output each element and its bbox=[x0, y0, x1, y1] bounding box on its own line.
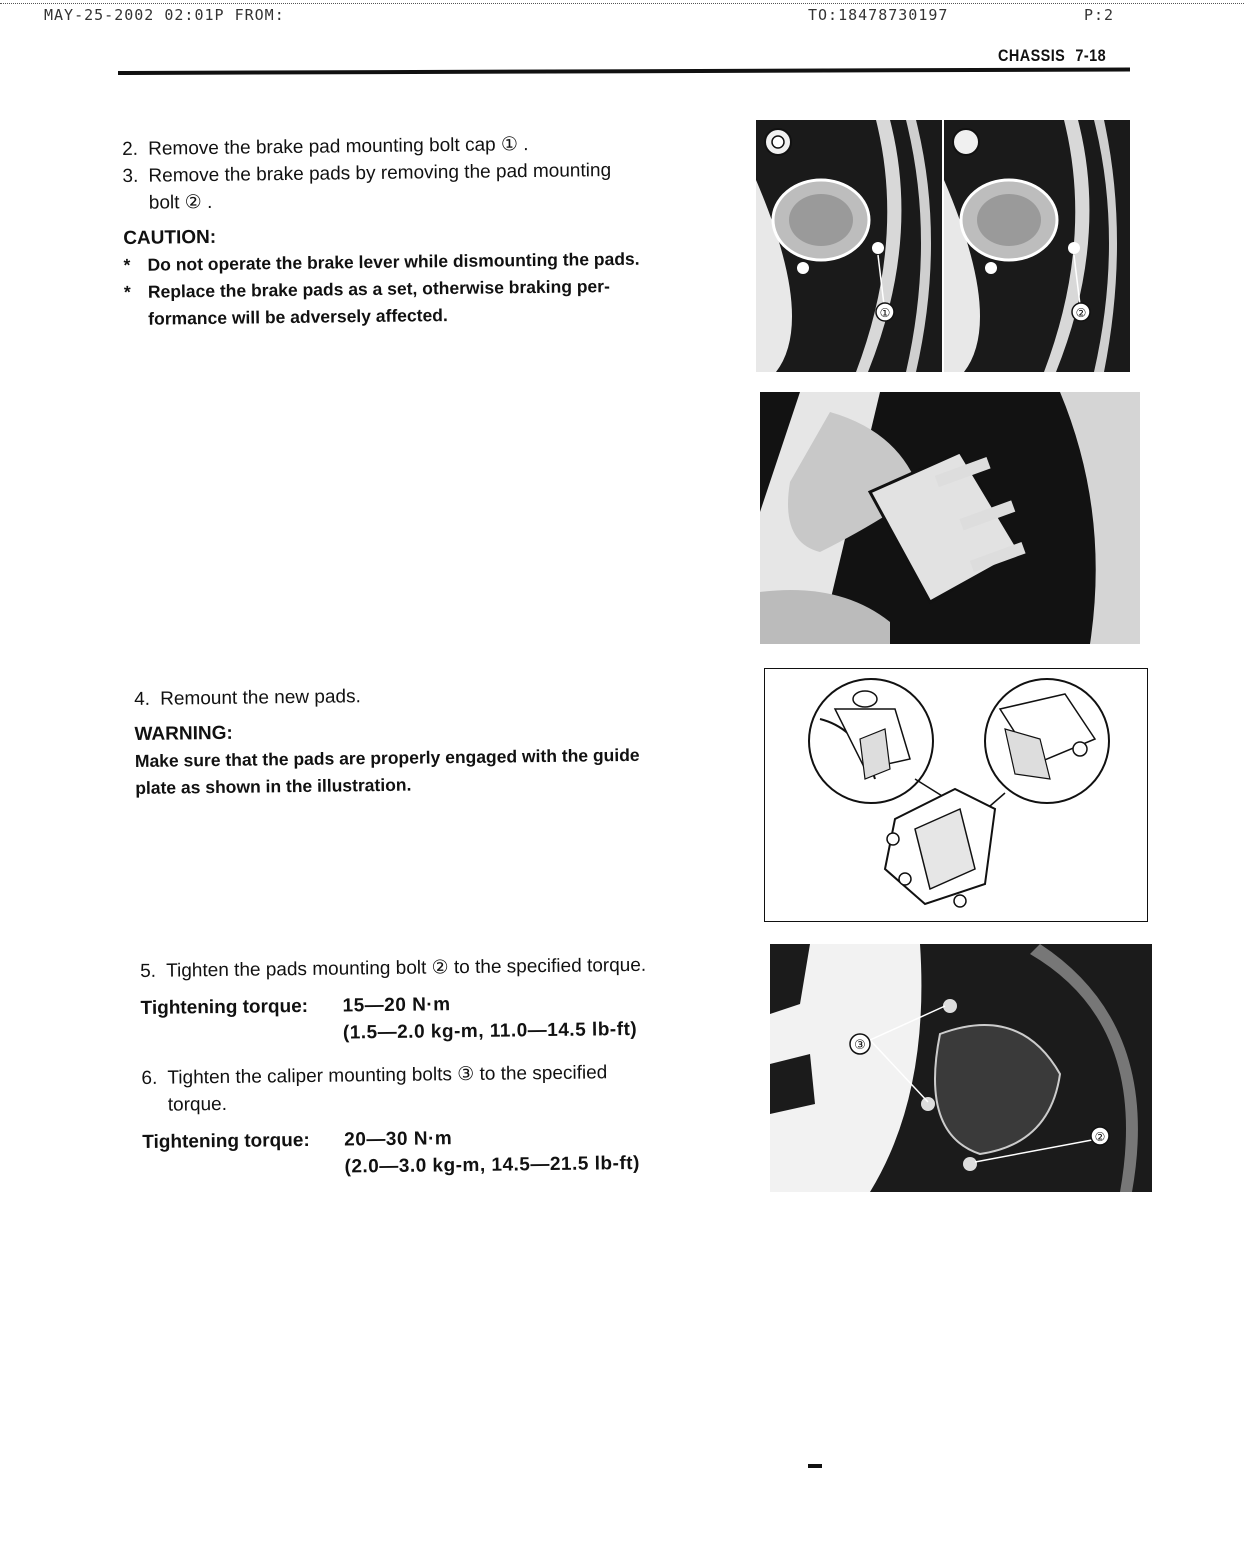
callout-1-label: ① bbox=[879, 306, 891, 320]
section-title: CHASSIS bbox=[998, 46, 1066, 65]
fax-recipient-line: TO:18478730197 bbox=[808, 6, 949, 24]
step-number: 4. bbox=[134, 688, 151, 710]
step-number: 5. bbox=[140, 960, 157, 982]
pad-guide-plate-illustration bbox=[764, 668, 1148, 922]
caution-heading: CAUTION: bbox=[123, 226, 217, 249]
warning-heading: WARNING: bbox=[134, 722, 233, 745]
step-text: Remount the new pads. bbox=[160, 686, 361, 710]
torque-alt-units: (1.5—2.0 kg-m, 11.0—14.5 lb-ft) bbox=[342, 1018, 638, 1044]
step-5 bbox=[140, 951, 750, 985]
section-header bbox=[998, 46, 1106, 66]
fax-sender-line: MAY-25-2002 02:01P FROM: bbox=[44, 6, 285, 24]
callout-2-label: ② bbox=[1094, 1130, 1106, 1144]
warning-text-line1: Make sure that the pads are properly engaged with the guide bbox=[134, 744, 640, 771]
scan-mark bbox=[808, 1464, 822, 1468]
step-4 bbox=[134, 679, 734, 713]
step-text: Tighten the pads mounting bolt ② to the specified torque. bbox=[166, 954, 647, 982]
bullet-star: * bbox=[123, 254, 131, 275]
pad-removal-photo bbox=[760, 392, 1140, 644]
caution-text: Replace the brake pads as a set, otherwise braking per- bbox=[147, 276, 610, 302]
bullet-star: * bbox=[123, 281, 131, 302]
torque-label: Tightening torque: bbox=[140, 995, 309, 1019]
header-rule bbox=[118, 67, 1130, 75]
guide-plate-diagram bbox=[765, 669, 1146, 920]
tightening-steps-block bbox=[140, 951, 753, 1183]
fax-top-dotted-line bbox=[0, 3, 1244, 4]
remount-step-block bbox=[134, 679, 735, 802]
step-number: 3. bbox=[122, 165, 139, 187]
step-3-continuation: bolt ② . bbox=[148, 191, 213, 214]
removal-steps-block bbox=[122, 129, 734, 333]
section-page-number: 7-18 bbox=[1075, 46, 1107, 65]
step-6-continuation: torque. bbox=[167, 1093, 228, 1116]
installed-caliper-photo bbox=[770, 944, 1152, 1192]
step-text: Tighten the caliper mounting bolts ③ to the specified bbox=[167, 1062, 608, 1089]
step-text: Remove the brake pad mounting bolt cap ① . bbox=[148, 134, 529, 160]
warning-text-line2: plate as shown in the illustration. bbox=[135, 774, 412, 798]
torque-label: Tightening torque: bbox=[142, 1129, 310, 1153]
caution-text: Do not operate the brake lever while dismounting the pads. bbox=[147, 248, 640, 275]
caliper-photos-image bbox=[756, 120, 1130, 372]
torque-value: 15—20 N·m bbox=[342, 994, 451, 1017]
step-number: 2. bbox=[122, 138, 139, 160]
caliper-cap-and-bolt-photos bbox=[756, 120, 1130, 372]
torque-value: 20—30 N·m bbox=[344, 1128, 453, 1151]
pad-removal-image bbox=[760, 392, 1140, 644]
callout-3-label: ③ bbox=[854, 1038, 866, 1053]
fax-page-number: P:2 bbox=[1084, 6, 1115, 24]
step-number: 6. bbox=[141, 1067, 158, 1089]
caution-text: formance will be adversely affected. bbox=[148, 305, 448, 329]
torque-alt-units: (2.0—3.0 kg-m, 14.5—21.5 lb-ft) bbox=[344, 1152, 641, 1178]
installed-caliper-image bbox=[770, 944, 1152, 1192]
step-text: Remove the brake pads by removing the pad mounting bbox=[148, 160, 612, 187]
callout-2-label: ② bbox=[1075, 306, 1087, 320]
